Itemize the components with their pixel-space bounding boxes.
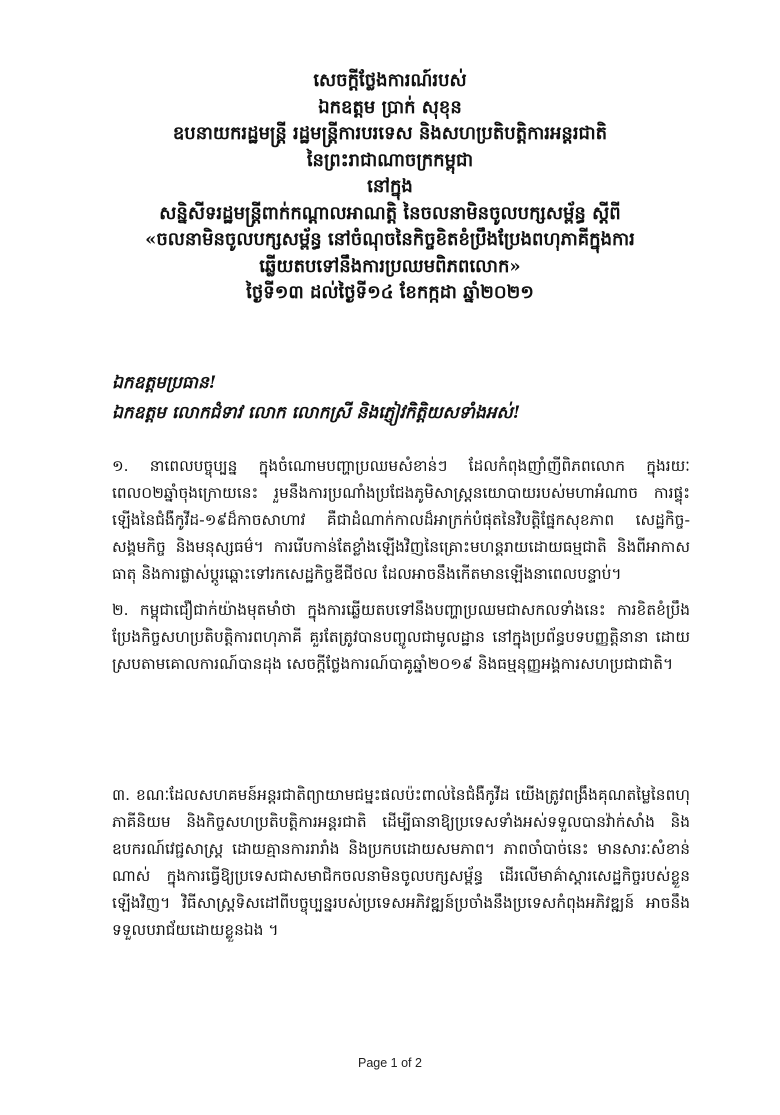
paragraph-3: ៣. ខណៈដែលសហគមន៍អន្តរជាតិព្យាយាមជម្នះផលប៉ះពាល់នៃជំងឺកូវីដ យើងត្រូវពង្រឹងគុណតម្លៃនៃពហុភាគីនិយម និងកិច្ចសហប្រតិបត្តិការអន្តរជាតិ ដើម្បីធានាឱ្យប្រទេសទាំងអស់ទទួលបានវ៉ាក់សាំង និងឧបករណ៍វេជ្ជសាស្ត្រ ដោយគ្មានការរារាំង និងប្រកបដោយសមភាព។ ភាពចាំបាច់នេះ មានសារៈសំខាន់ណាស់ ក្នុងការធ្វើឱ្យប្រទេសជាសមាជិកចលនាមិនចូលបក្សសម្ព័ន្ធ ដើរលើមាគ៌ាស្តារសេដ្ឋកិច្ចរបស់ខ្លួនឡើងវិញ។ វិធីសាស្ត្រទិសដៅពីបច្ចុប្បន្នរបស់ប្រទេសអភិវឌ្ឍន៍ប្រចាំងនឹងប្រទេសកំពុងអភិវឌ្ឍន៍ អាចនឹងទទួលបរាជ័យដោយខ្លួនឯង ។ (112, 786, 690, 939)
title-line-speaker: ឯកឧត្តម ប្រាក់ សុខុន (318, 96, 462, 118)
title-line-statement: សេចក្តីថ្លែងការណ៍របស់ (313, 70, 467, 91)
title-line-at: នៅក្នុង (367, 176, 413, 197)
paragraph-1: ១. នាពេលបច្ចុប្បន្ន ក្នុងចំណោមបញ្ហាប្រឈមសំខាន់ៗ ដែលកំពុងញាំញីពិភពលោក ក្នុងរយៈពេល០២ឆ្នាំចុងក្រោយនេះ រួមនឹងការប្រណាំងប្រជែងភូមិសាស្ត្រនយោបាយរបស់មហាអំណាច ការផ្ទុះឡើងនៃជំងឺកូវីដ-១៩ដ៏កាចសាហាវ គឺជាដំណាក់កាលដ៏អាក្រក់បំផុតនៃវិបត្តិផ្នែកសុខភាព សេដ្ឋកិច្ច-សង្គមកិច្ច និងមនុស្សធម៌។ ការរើបកាន់តែខ្លាំងឡើងវិញនៃគ្រោះមហន្តរាយដោយធម្មជាតិ និងពីអាកាសធាតុ និងការផ្លាស់ប្តូរឆ្ពោះទៅរកសេដ្ឋកិច្ចឌីជីថល ដែលអាចនឹងកើតមានឡើងនាពេលបន្ទាប់។ (112, 457, 690, 583)
title-line-theme-1: «ចលនាមិនចូលបក្សសម្ព័ន្ធ នៅចំណុចនៃកិច្ចខិតខំប្រឹងប្រែងពហុភាគីក្នុងការ (145, 229, 635, 250)
salutation-guests: ឯកឧត្តម លោកជំទាវ លោក លោកស្រី និងភ្ញៀវកិត្តិយសទាំងអស់! (112, 403, 521, 423)
title-line-theme-2: ឆ្លើយតបទៅនឹងការប្រឈមពិភពលោក» (259, 255, 521, 277)
title-line-date: ថ្ងៃទី១៣ ដល់ថ្ងៃទី១៤ ខែកក្កដា ឆ្នាំ២០២១ (246, 282, 534, 303)
paragraph-2: ២. កម្ពុជាជឿជាក់យ៉ាងមុតមាំថា ក្នុងការឆ្លើយតបទៅនឹងបញ្ហាប្រឈមជាសកលទាំងនេះ ការខិតខំប្រឹងប្រែងកិច្ចសហប្រតិបត្តិការពហុភាគី គួរតែត្រូវបានបញ្ចូលជាមូលដ្ឋាន នៅក្នុងប្រព័ន្ធបទបញ្ញត្តិនានា ដោយស្របតាមគោលការណ៍បានដុង សេចក្តីថ្លែងការណ៍បាគូឆ្នាំ២០១៩ និងធម្មនុញ្ញអង្គការសហប្រជាជាតិ។ (112, 601, 690, 673)
title-line-kingdom: នៃព្រះរាជាណាចក្រកម្ពុជា (306, 149, 474, 171)
title-line-position: ឧបនាយករដ្ឋមន្ត្រី រដ្ឋមន្ត្រីការបរទេស និងសហប្រតិបត្តិការអន្តរជាតិ (172, 123, 608, 144)
page-number: Page 1 of 2 (358, 1056, 422, 1070)
statement-title (100, 68, 680, 307)
salutation-chair: ឯកឧត្តមប្រធាន! (112, 373, 217, 393)
title-line-conference: សន្និសីទរដ្ឋមន្ត្រីពាក់កណ្តាលអាណត្តិ នៃចលនាមិនចូលបក្សសម្ព័ន្ធ ស្តីពី (159, 202, 621, 224)
